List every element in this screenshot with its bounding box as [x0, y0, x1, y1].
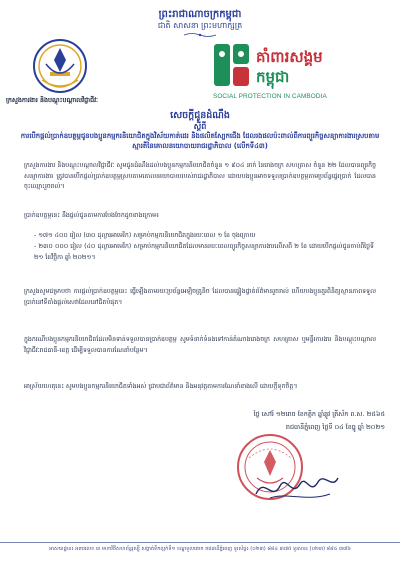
notice-subject: ការបើកផ្ដល់ប្រាក់ឧបត្ថម្ភជូនបងប្អូនកម្មករនិយោជិតក្នុងវិស័យកាត់ដេរ និងផលិតស្បែកជើង ដែលរងផលប៉ះពាល់ពីការព្យួរកិច្ចសន្យាការងារស្របតាមស្មារតីនៃគោលនយោបាយរាជរដ្ឋាភិបាល (លើកទី៤៣): [20, 132, 380, 150]
footer-address: អាសយដ្ឋាន៖ អគារលេខ ៣ មហាវិថីសហព័ន្ធរុស្ស៊ី សង្កាត់ទឹកល្អក់ទី១ ខណ្ឌទួលគោក រាជធានីភ្នំពេញ ទូរស័ព្ទ៖ (០២៣) ៨៨៤ ៣៧៥ ទូរសារ៖ (០២៣) ៨៨៤ ៣៧៦: [49, 546, 351, 552]
body-paragraph-2: ប្រាក់ឧបត្ថម្ភនេះ នឹងផ្ដល់ជូនតាមការបែងចែកដូចខាងក្រោម៖: [24, 212, 159, 219]
body-paragraph-3: ក្រសួងសូមជម្រាបថា ការផ្ដល់ប្រាក់ឧបត្ថម្ភនេះ ធ្វើឡើងតាមរយៈប្រព័ន្ធអេឡិចត្រូនិច ដែលបានផ្ទៀងផ្ទាត់ព័ត៌មានរួចរាល់ ហើយបងប្អូនគួរពិនិត្យស្ថានភាពទទួលប្រាក់នៅទីតាំងផ្ដល់សេវាដែលនៅជិតបំផុត។: [24, 288, 376, 306]
allowance-bullet-1: - ១៧១ ៤០០ រៀល (៣០ ដុល្លារអាមេរិក) សម្រាប់កម្មករនិយោជិតក្នុងរយៈពេល ១ ខែ ចុងក្រោយ: [34, 232, 256, 239]
handwritten-signature: [252, 468, 342, 506]
body-paragraph-4: ក្នុងករណីបងប្អូនកម្មករនិយោជិតដែលមិនទាន់ទទួលបានប្រាក់ឧបត្ថម្ភ សូមទំនាក់ទំនងទៅកាន់តំណាងរោងចក្រ សហគ្រាស ឬមន្ទីរការងារ និងបណ្ដុះបណ្ដាលវិជ្ជាជីវៈរាជធានី-ខេត្ត ដើម្បីទទួលបានការណែនាំបន្ថែម។: [24, 336, 376, 354]
lunar-date: ថ្ងៃ សៅរ៍ ១២រោច ខែកត្តិក ឆ្នាំឆ្លូវ ត្រីស័ក ព.ស. ២៥៦៥: [253, 410, 385, 418]
ministry-emblem-logo: [30, 38, 90, 96]
motto-ornament: [183, 32, 217, 38]
sp-logo-khmer-line2: កម្ពុជា: [256, 68, 290, 86]
kingdom-heading: ព្រះរាជាណាចក្រកម្ពុជា: [158, 9, 242, 20]
sp-emblem-icon: [214, 44, 249, 86]
notice-title: សេចក្ដីជូនដំណឹង: [170, 110, 230, 121]
sp-logo-caption: SOCIAL PROTECTION IN CAMBODIA: [213, 93, 327, 100]
national-motto: ជាតិ សាសនា ព្រះមហាក្សត្រ: [157, 21, 243, 30]
ministry-name: ក្រសួងការងារ និងបណ្ដុះបណ្ដាលវិជ្ជាជីវៈ: [6, 97, 99, 104]
body-paragraph-1: ក្រសួងការងារ និងបណ្ដុះបណ្ដាលវិជ្ជាជីវៈ សូមជូនដំណឹងដល់បងប្អូនកម្មករនិយោជិតចំនួន ១ ៩០៤ នាក់ នៃរោងចក្រ សហគ្រាស ចំនួន ២២ ដែលបានព្យួរកិច្ចសន្យាការងារ ត្រូវបានបើកផ្ដល់ប្រាក់ឧបត្ថម្ភស្របតាមគោលនយោបាយរបស់រាជរដ្ឋាភិបាល ដោយបងប្អូនអាចទទួលប្រាក់ឧបត្ថម្ភតាមប្រព័ន្ធផ្ទេរប្រាក់ ដែលបានចុះឈ្មោះរួចរាល់។: [24, 162, 376, 191]
gregorian-date: រាជធានីភ្នំពេញ ថ្ងៃទី ០៤ ខែធ្នូ ឆ្នាំ ២០២១: [285, 423, 385, 431]
social-protection-logo: [212, 40, 362, 95]
sp-logo-khmer-line1: គាំពារសង្គម: [256, 48, 323, 66]
footer-divider: [0, 542, 400, 543]
body-paragraph-5: អាស្រ័យហេតុនេះ សូមបងប្អូនកម្មករនិយោជិតទាំងអស់ ជ្រាបជាព័ត៌មាន និងអនុវត្តតាមការណែនាំខាងលើ ដោយក្ដីទុកចិត្ត។: [24, 383, 298, 390]
about-label: ស្ដីពី: [193, 122, 207, 131]
allowance-bullet-2: - ២៣០ ០០០ រៀល (៤០ ដុល្លារអាមេរិក) សម្រាប់កម្មករនិយោជិតដែលមានរយៈពេលព្យួរកិច្ចសន្យាការងារលើសពី ២ ខែ ដោយបើកផ្ដល់ជូនចាប់ពីថ្ងៃទី ២១ ខែវិច្ឆិកា ឆ្នាំ ២០២១។: [34, 243, 374, 261]
